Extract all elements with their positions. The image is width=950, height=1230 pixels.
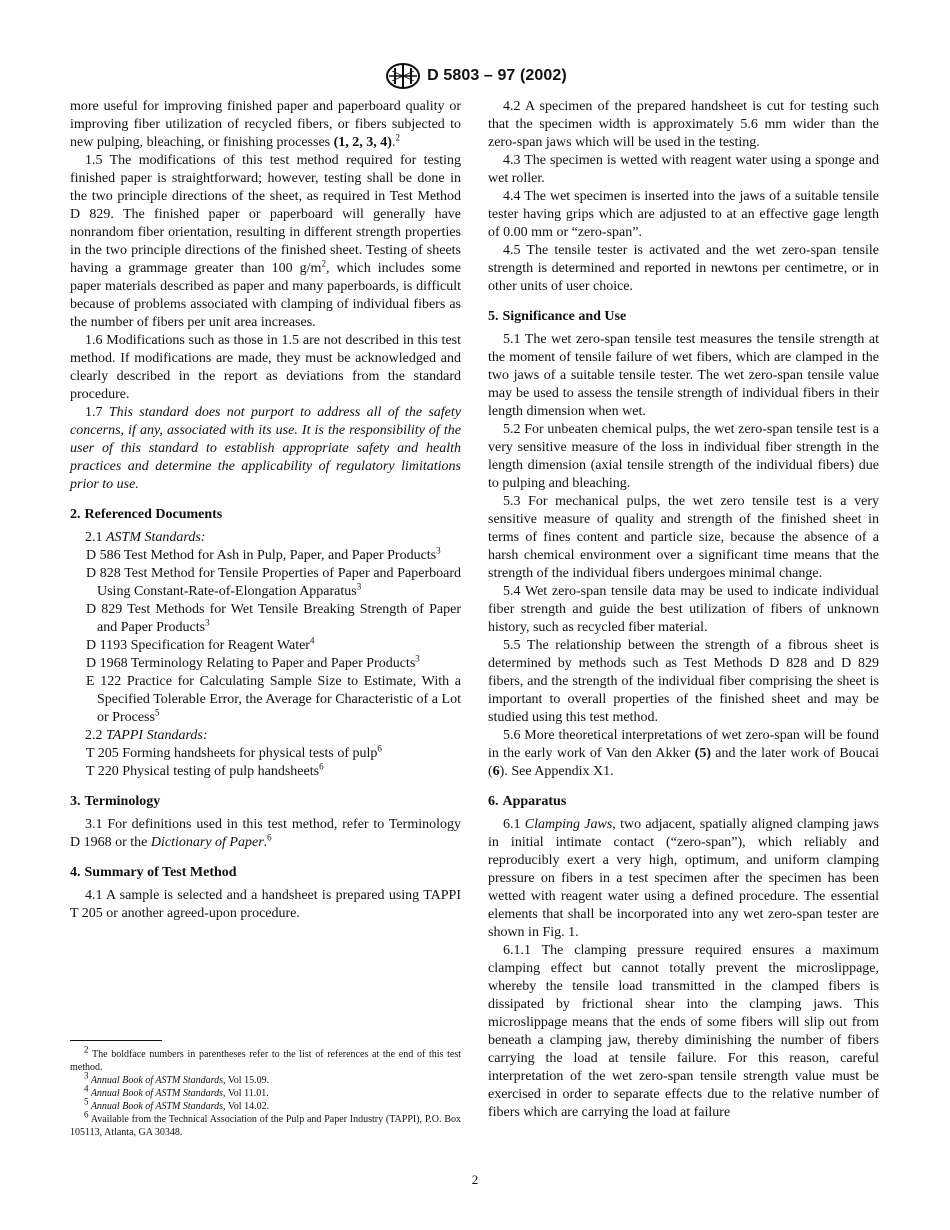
- text: , Vol 15.09.: [223, 1075, 270, 1086]
- paragraph-3-1: [70, 816, 461, 852]
- footnote: [70, 1083, 461, 1100]
- reference-item: [70, 763, 461, 781]
- text: T 205 Forming handsheets for physical tests of pulp: [86, 746, 378, 761]
- footnote: [70, 1070, 461, 1087]
- text: , two adjacent, spatially aligned clamping jaws in initial intimate contact (“zero-span”), which reliably and reproducibly exert a very high, optimum, and uniform clamping pressure on fibers in a test specimen after the specimen has been wetted with reagent water using a defined procedure. The essential elements that shall be incorporated into any wet zero-span tester are shown in Fig. 1.: [488, 817, 879, 940]
- footnote-number: 4: [84, 1083, 89, 1094]
- section-title: Significance and Use: [502, 309, 627, 324]
- text: T 220 Physical testing of pulp handsheets: [86, 764, 320, 779]
- footnote-number: 3: [84, 1070, 89, 1081]
- text: 2.2: [85, 728, 106, 743]
- text: .: [263, 835, 268, 850]
- section-number: 4.: [70, 865, 81, 880]
- section-heading-6: [488, 793, 879, 811]
- text: 1.7: [85, 405, 109, 420]
- footnote-marker: 2: [395, 132, 400, 143]
- reference-item: [70, 601, 461, 637]
- reference-item: [70, 673, 461, 727]
- subsection-title: TAPPI Standards:: [106, 728, 208, 743]
- section-number: 5.: [488, 309, 499, 324]
- paragraph-5-1: 5.1 The wet zero-span tensile test measures the tensile strength at the moment of tensile failure of wet fibers, which are clamped in the two jaws of a suitable tensile tester. The wet zero-span tensile value may be used to assess the tensile strength of individual fibers in their length dimension when wet.: [488, 332, 879, 419]
- footnote-marker: 4: [309, 635, 315, 646]
- text: more useful for improving finished paper and paperboard quality or improving fiber utilization of recycled fibers, or fibers subjected to new pulping, bleaching, or finishing processes: [70, 99, 461, 150]
- reference-item: [70, 637, 461, 655]
- footnote-marker: 6: [377, 743, 382, 754]
- publication-title: Dictionary of Paper: [150, 835, 264, 850]
- superscript: 2: [321, 258, 326, 269]
- text: , Vol 14.02.: [223, 1101, 270, 1112]
- reference-item: [70, 547, 461, 565]
- paragraph-5-6: [488, 727, 879, 781]
- text: 2.1: [85, 530, 106, 545]
- footnote: [70, 1096, 461, 1113]
- footnote-marker: 3: [436, 545, 441, 556]
- text: D 829 Test Methods for Wet Tensile Breaking Strength of Paper and Paper Products: [86, 602, 461, 635]
- text: , which includes some paper materials described as paper and many paperboards, is difficult because of problems associated with clamping of individual fibers as the number of fibers per unit area increases.: [70, 261, 462, 330]
- reference-citation: (1, 2, 3, 4): [333, 135, 392, 150]
- reference-item: [70, 655, 461, 673]
- page-number: 2: [471, 1172, 479, 1187]
- footnote-marker: 5: [154, 707, 160, 718]
- text: E 122 Practice for Calculating Sample Size to Estimate, With a Specified Tolerable Error, the Average for Characteristic of a Lot or Process: [86, 674, 461, 725]
- footnote-divider: [70, 1040, 162, 1041]
- paragraph-1-5: [70, 152, 461, 332]
- footnote-number: 2: [84, 1044, 89, 1055]
- footnote: [70, 1044, 461, 1074]
- footnote-marker: 6: [267, 832, 272, 843]
- tappi-reference-list: [70, 745, 461, 781]
- paragraph-4-2: 4.2 A specimen of the prepared handsheet is cut for testing such that the specimen width is approximately 5.6 mm wider than the zero-span jaws which will be used in the testing.: [488, 99, 879, 150]
- text: Annual Book of ASTM Standards: [88, 1088, 224, 1099]
- right-column: [488, 98, 879, 1122]
- safety-statement: This standard does not purport to address all of the safety concerns, if any, associated with its use. It is the responsibility of the user of this standard to establish appropriate safety and health practices and determine the applicability of regulatory limitations prior to use.: [70, 405, 461, 492]
- document-designation: D 5803 – 97 (2002): [427, 67, 567, 84]
- footnote: [70, 1109, 461, 1139]
- section-heading-5: [488, 308, 879, 326]
- paragraph-5-4: 5.4 Wet zero-span tensile data may be used to indicate individual fiber strength and guide the best utilization of fibers of unknown history, such as recycled fiber material.: [488, 584, 879, 635]
- paragraph-4-4: 4.4 The wet specimen is inserted into the jaws of a suitable tensile tester having grips which are adjusted to at an effective gage length of 0.00 mm or “zero-span”.: [488, 189, 879, 240]
- subsection-2-1: [70, 529, 461, 547]
- left-column: [70, 98, 461, 923]
- section-number: 3.: [70, 794, 81, 809]
- text: , Vol 11.01.: [223, 1088, 269, 1099]
- footnote-marker: 3: [205, 617, 210, 628]
- text: D 828 Test Method for Tensile Properties of Paper and Paperboard Using Constant-Rate-of-Elongation Apparatus: [86, 566, 461, 599]
- paragraph-6-1: [488, 816, 879, 942]
- paragraph-4-1: 4.1 A sample is selected and a handsheet is prepared using TAPPI T 205 or another agreed-upon procedure.: [70, 888, 461, 921]
- footnote-marker: 3: [356, 581, 362, 592]
- text: 3.1 For definitions used in this test method, refer to Terminology D 1968 or the: [70, 817, 461, 850]
- footnote-number: 6: [84, 1109, 89, 1120]
- text: 6.1: [503, 817, 525, 832]
- footnote-number: 5: [84, 1096, 89, 1107]
- section-title: Terminology: [84, 794, 161, 809]
- footnote-marker: 6: [319, 761, 324, 772]
- subsection-2-2: [70, 727, 461, 745]
- reference-citation: 6: [492, 764, 500, 779]
- text: .: [391, 135, 396, 150]
- text: ). See Appendix X1.: [499, 764, 614, 779]
- paragraph-4-5: 4.5 The tensile tester is activated and the wet zero-span tensile strength is determined and reported in newtons per centimetre, or in other units of user choice.: [488, 243, 879, 294]
- text: Available from the Technical Association of the Pulp and Paper Industry (TAPPI), P.O. Box 105113, Atlanta, GA 30348.: [70, 1114, 461, 1138]
- footnotes: [70, 1044, 461, 1139]
- text: The boldface numbers in parentheses refer to the list of references at the end of this test method.: [70, 1049, 461, 1073]
- paragraph-continued: [70, 98, 461, 152]
- paragraph-6-1-1: 6.1.1 The clamping pressure required ensures a maximum clamping effect but cannot totally prevent the microslippage, whereby the tensile load transmitted in the clamped fibers is dissipated by frictional shear into the clamping jaws. This microslippage means that the ends of some fibers will slip out from beneath a clamping jaw, thereby diminishing the number of fibers carrying the load at tensile failure. For this reason, careful interpretation of the wet zero-span tensile strength value must be exercised in order to separate effects due to the relative number of fibers which are carrying the load at failure: [488, 943, 879, 1120]
- astm-reference-list: [70, 547, 461, 727]
- section-title: Referenced Documents: [84, 507, 223, 522]
- text: D 1968 Terminology Relating to Paper and Paper Products: [86, 656, 416, 671]
- paragraph-1-6: 1.6 Modifications such as those in 1.5 are not described in this test method. If modifications are made, they must be acknowledged and clearly described in the report as deviations from the standard procedure.: [70, 333, 461, 402]
- term: Clamping Jaws: [524, 817, 613, 832]
- section-heading-4: [70, 864, 461, 882]
- text: 1.5 The modifications of this test method required for testing finished paper is straightforward; however, testing shall be done in the two principle directions of the sheet, as required in Test Method D 829. The finished paper or paperboard will generally have nonrandom fiber orientation, resulting in different strength properties in the two principle directions of the finished sheet. Testing of sheets having a grammage greater than 100 g/m: [70, 153, 461, 276]
- paragraph-5-2: 5.2 For unbeaten chemical pulps, the wet zero-span tensile test is a very sensitive measure of the loss in individual fiber strength in the length dimension (axial tensile strength of the individual fibers) due to pulping and bleaching.: [488, 422, 879, 491]
- section-title: Summary of Test Method: [84, 865, 237, 880]
- footnote-marker: 3: [415, 653, 420, 664]
- text: 5.6 More theoretical interpretations of wet zero-span will be found in the early work of Van den Akker: [488, 728, 879, 761]
- paragraph-1-7: [70, 404, 461, 494]
- reference-item: [70, 565, 461, 601]
- paragraph-4-3: 4.3 The specimen is wetted with reagent water using a sponge and wet roller.: [488, 153, 879, 186]
- text: Annual Book of ASTM Standards: [88, 1101, 224, 1112]
- paragraph-5-3: 5.3 For mechanical pulps, the wet zero tensile test is a very sensitive measure of quality and strength of the finished sheet in terms of fines content and particle size, because the absence of a harsh chemical environment over a significant time means that the strength of the individual fibers undergoes minimal change.: [488, 494, 879, 581]
- section-heading-2: [70, 506, 461, 524]
- subsection-title: ASTM Standards:: [106, 530, 206, 545]
- section-heading-3: [70, 793, 461, 811]
- astm-logo-icon: [383, 62, 423, 90]
- reference-item: [70, 745, 461, 763]
- section-number: 6.: [488, 794, 499, 809]
- text: Annual Book of ASTM Standards: [88, 1075, 224, 1086]
- text: and the later work of Boucai (: [488, 746, 880, 779]
- paragraph-5-5: 5.5 The relationship between the strength of a fibrous sheet is determined by methods such as Test Methods D 828 and D 829 fibers, and the strength of the individual fiber comprising the sheet is important to overall properties of the finished sheet and may be studied using this test method.: [488, 638, 879, 725]
- reference-citation: (5): [694, 746, 711, 761]
- section-number: 2.: [70, 507, 81, 522]
- text: D 586 Test Method for Ash in Pulp, Paper, and Paper Products: [86, 548, 437, 563]
- page-header: [0, 62, 950, 90]
- text: D 1193 Specification for Reagent Water: [86, 638, 310, 653]
- section-title: Apparatus: [502, 794, 567, 809]
